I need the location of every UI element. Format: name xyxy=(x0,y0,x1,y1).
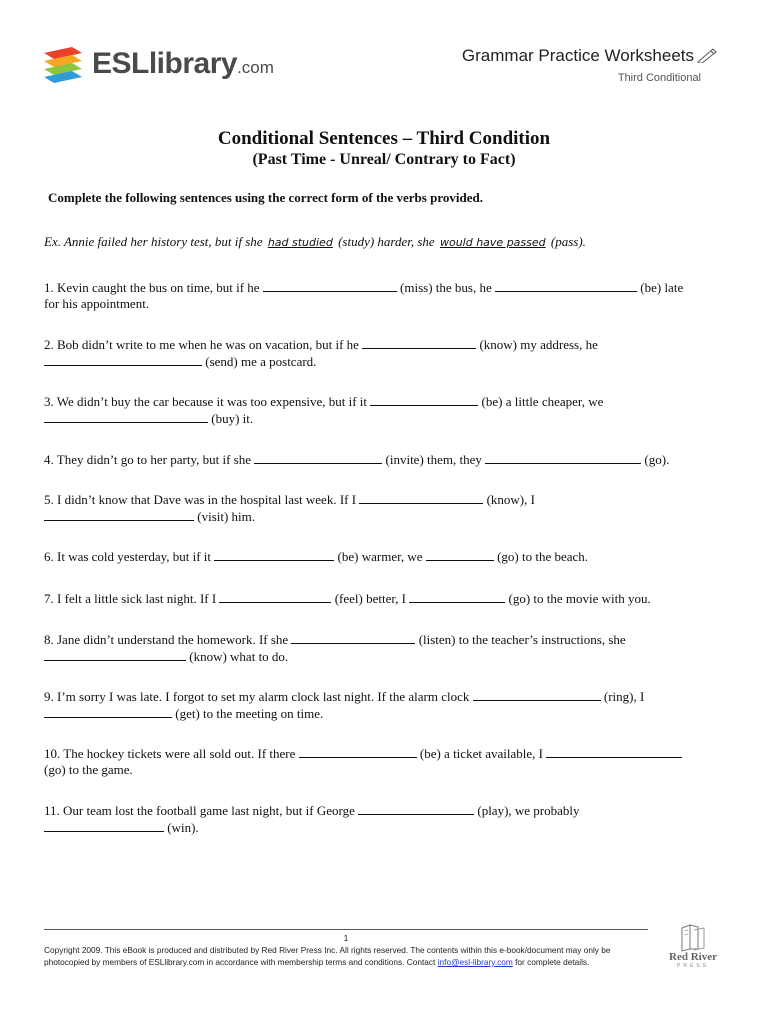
logo-wordmark xyxy=(92,47,274,81)
answer-blank[interactable] xyxy=(359,491,483,504)
exercise-2 xyxy=(44,336,598,370)
exercise-text: (ring), I xyxy=(603,689,645,704)
stacked-books-icon xyxy=(42,43,88,87)
answer-blank[interactable] xyxy=(44,648,186,661)
exercise-4 xyxy=(44,451,669,468)
exercise-text: 3. We didn’t buy the car because it was too expensive, but if it xyxy=(44,394,368,409)
answer-blank[interactable] xyxy=(44,353,202,366)
answer-blank[interactable] xyxy=(473,688,601,701)
exercise-text: 10. The hockey tickets were all sold out. If there xyxy=(44,746,296,761)
answer-blank[interactable] xyxy=(254,451,382,464)
exercise-7 xyxy=(44,590,651,607)
logo-wordmark-main: ESLlibrary xyxy=(92,47,238,80)
exercise-text: (know) what to do. xyxy=(189,649,289,664)
example-mid: (study) harder, she xyxy=(338,234,435,249)
exercise-text: (be) a little cheaper, we xyxy=(481,394,604,409)
example-suffix: (pass). xyxy=(550,234,586,249)
exercise-text: (go) to the game. xyxy=(44,762,133,777)
answer-blank[interactable] xyxy=(263,279,397,292)
series-title-text: Grammar Practice Worksheets xyxy=(461,46,694,65)
answer-blank[interactable] xyxy=(219,590,331,603)
exercise-text: (get) to the meeting on time. xyxy=(175,706,324,721)
copyright-line-2: photocopied by members of ESLlibrary.com in accordance with membership terms and conditions. Contact xyxy=(44,957,436,967)
books-icon xyxy=(678,922,708,952)
exercise-9 xyxy=(44,688,644,722)
answer-blank[interactable] xyxy=(299,745,417,758)
answer-blank[interactable] xyxy=(214,548,334,561)
footer-divider xyxy=(44,929,648,930)
contact-email-link[interactable]: info@esl-library.com xyxy=(437,957,513,967)
exercise-text: 1. Kevin caught the bus on time, but if he xyxy=(44,280,260,295)
page-number: 1 xyxy=(343,934,349,943)
exercise-text: (win). xyxy=(167,820,199,835)
answer-blank[interactable] xyxy=(291,631,415,644)
exercise-text: 7. I felt a little sick last night. If I xyxy=(44,591,217,606)
answer-blank[interactable] xyxy=(362,336,476,349)
logo-wordmark-suffix: .com xyxy=(237,58,274,77)
exercise-text: (be) warmer, we xyxy=(337,549,423,564)
worksheet-subtitle: (Past Time - Unreal/ Contrary to Fact) xyxy=(252,151,516,168)
answer-blank[interactable] xyxy=(495,279,637,292)
exercise-text: (be) late xyxy=(640,280,684,295)
copyright-line-1: Copyright 2009. This eBook is produced and distributed by Red River Press Inc. All rights reserved. The contents within this e-book/document may only be xyxy=(44,945,611,955)
exercise-text: 5. I didn’t know that Dave was in the hospital last week. If I xyxy=(44,492,357,507)
exercise-text: (go) to the beach. xyxy=(497,549,589,564)
exercise-text: (invite) them, they xyxy=(385,452,482,467)
answer-blank[interactable] xyxy=(409,590,505,603)
example-answer-1: had studied xyxy=(267,236,333,249)
exercise-text: (know), I xyxy=(486,492,535,507)
series-subtitle: Third Conditional xyxy=(617,72,701,84)
series-title xyxy=(462,46,718,66)
exercise-text: (buy) it. xyxy=(211,411,254,426)
answer-blank[interactable] xyxy=(358,802,474,815)
exercise-6 xyxy=(44,548,588,565)
answer-blank[interactable] xyxy=(370,393,478,406)
exercise-text: (feel) better, I xyxy=(334,591,407,606)
exercise-text: 6. It was cold yesterday, but if it xyxy=(44,549,212,564)
pencil-icon xyxy=(696,47,718,63)
exercise-5 xyxy=(44,491,535,525)
answer-blank[interactable] xyxy=(485,451,641,464)
exercise-text: 11. Our team lost the football game last night, but if George xyxy=(44,803,355,818)
exercise-text: 9. I’m sorry I was late. I forgot to set my alarm clock last night. If the alarm clock xyxy=(44,689,470,704)
exercise-8 xyxy=(44,631,626,665)
exercise-text: (go). xyxy=(644,452,670,467)
exercise-text: for his appointment. xyxy=(44,296,150,311)
exercise-text: (listen) to the teacher’s instructions, she xyxy=(418,632,626,647)
exercise-1 xyxy=(44,279,683,312)
exercise-text: (miss) the bus, he xyxy=(400,280,492,295)
exercise-11 xyxy=(44,802,580,836)
exercise-3 xyxy=(44,393,603,427)
answer-blank[interactable] xyxy=(44,508,194,521)
exercise-text: (send) me a postcard. xyxy=(205,354,317,369)
exercise-text: (visit) him. xyxy=(197,509,256,524)
example-sentence xyxy=(44,234,586,250)
exercise-text: (be) a ticket available, I xyxy=(419,746,543,761)
instructions: Complete the following sentences using the correct form of the verbs provided. xyxy=(48,190,483,205)
exercise-text: 4. They didn’t go to her party, but if she xyxy=(44,452,252,467)
exercise-text: (go) to the movie with you. xyxy=(508,591,651,606)
publisher-subtitle: PRESS xyxy=(677,963,709,969)
copyright-notice xyxy=(44,944,656,968)
example-prefix: Ex. Annie failed her history test, but if she xyxy=(44,234,263,249)
red-river-press-logo xyxy=(664,922,722,974)
exercise-text: 8. Jane didn’t understand the homework. If she xyxy=(44,632,289,647)
answer-blank[interactable] xyxy=(44,819,164,832)
exercise-text: 2. Bob didn’t write to me when he was on vacation, but if he xyxy=(44,337,359,352)
answer-blank[interactable] xyxy=(44,705,172,718)
answer-blank[interactable] xyxy=(44,410,208,423)
example-answer-2: would have passed xyxy=(439,236,546,249)
exercise-text: (play), we probably xyxy=(477,803,580,818)
esl-library-logo xyxy=(42,43,282,87)
answer-blank[interactable] xyxy=(426,548,494,561)
publisher-name: Red River xyxy=(669,951,717,963)
answer-blank[interactable] xyxy=(546,745,682,758)
exercise-10 xyxy=(44,745,682,778)
copyright-line-2-end: for complete details. xyxy=(515,957,590,967)
exercise-text: (know) my address, he xyxy=(479,337,598,352)
worksheet-title: Conditional Sentences – Third Condition xyxy=(217,128,551,149)
